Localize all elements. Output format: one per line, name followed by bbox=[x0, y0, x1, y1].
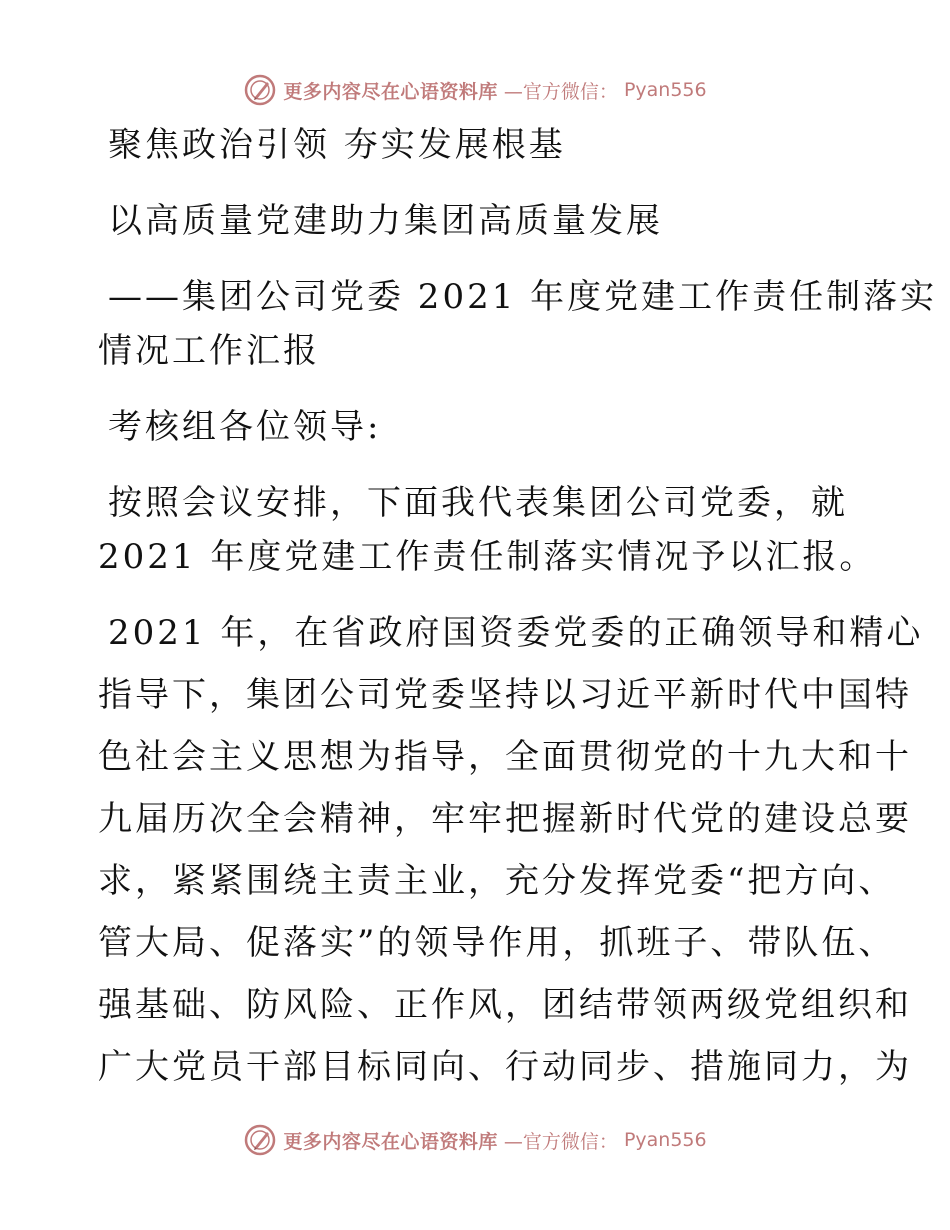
document-body bbox=[98, 118, 938, 1094]
header-watermark bbox=[0, 70, 950, 110]
paragraph-line: 色社会主义思想为指导，全面贯彻党的十九大和十 bbox=[98, 737, 912, 777]
paragraph-line: 2021 年度党建工作责任制落实情况予以汇报。 bbox=[98, 537, 877, 577]
footer-watermark bbox=[0, 1120, 950, 1160]
pen-circle-logo-icon bbox=[243, 73, 277, 107]
paragraph-line: 指导下，集团公司党委坚持以习近平新时代中国特 bbox=[98, 675, 912, 715]
watermark-text: 更多内容尽在心语资料库 bbox=[283, 1130, 498, 1153]
watermark-account: Pyan556 bbox=[623, 1129, 707, 1151]
paragraph-line: 求，紧紧围绕主责主业，充分发挥党委“把方向、 bbox=[98, 861, 896, 901]
watermark-separator: —官方微信： bbox=[503, 80, 618, 103]
paragraph-line: 按照会议安排，下面我代表集团公司党委，就 bbox=[108, 483, 848, 523]
watermark-account: Pyan556 bbox=[623, 79, 707, 101]
paragraph-line: 广大党员干部目标同向、行动同步、措施同力，为 bbox=[98, 1047, 912, 1087]
document-title-line2: 以高质量党建助力集团高质量发展 bbox=[108, 201, 663, 241]
watermark-separator: —官方微信： bbox=[503, 1130, 618, 1153]
paragraph-line: 九届历次全会精神，牢牢把握新时代党的建设总要 bbox=[98, 799, 912, 839]
paragraph-line: 2021 年，在省政府国资委党委的正确领导和精心 bbox=[108, 613, 924, 653]
document-subtitle-line: ——集团公司党委 2021 年度党建工作责任制落实 bbox=[108, 277, 938, 317]
paragraph-line: 强基础、防风险、正作风，团结带领两级党组织和 bbox=[98, 985, 912, 1025]
pen-circle-logo-icon bbox=[243, 1123, 277, 1157]
paragraph-line: 管大局、促落实”的领导作用，抓班子、带队伍、 bbox=[98, 923, 896, 963]
document-subtitle-line: 情况工作汇报 bbox=[98, 331, 320, 371]
watermark-text: 更多内容尽在心语资料库 bbox=[283, 80, 498, 103]
document-title-line1: 聚焦政治引领 夯实发展根基 bbox=[108, 125, 566, 165]
salutation: 考核组各位领导: bbox=[108, 407, 382, 447]
